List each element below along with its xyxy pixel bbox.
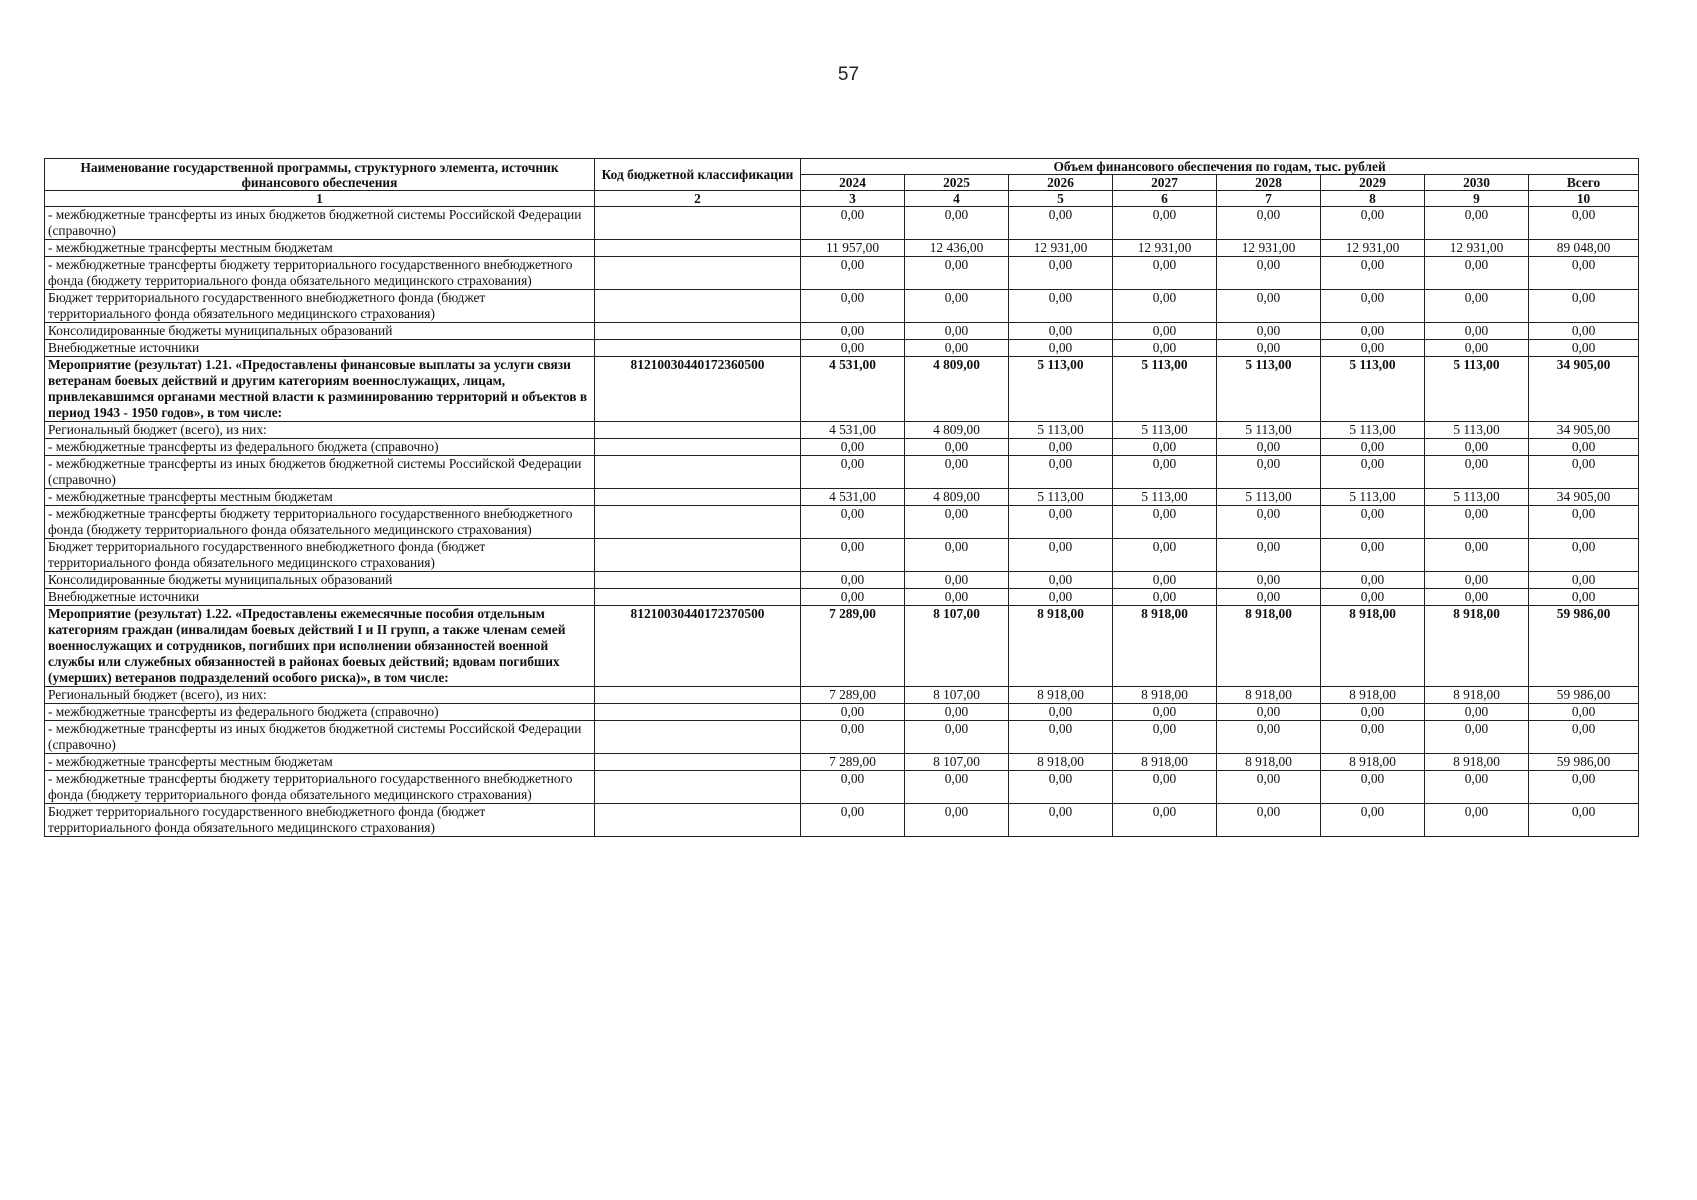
total-value: 0,00 — [1529, 721, 1639, 754]
total-value: 34 905,00 — [1529, 357, 1639, 422]
row-name: - межбюджетные трансферты из иных бюджетов бюджетной системы Российской Федерации (справочно) — [45, 456, 595, 489]
year-value: 0,00 — [905, 207, 1009, 240]
column-number: 7 — [1217, 191, 1321, 207]
total-value: 59 986,00 — [1529, 606, 1639, 687]
header-year: 2029 — [1321, 175, 1425, 191]
year-value: 8 107,00 — [905, 754, 1009, 771]
year-value: 0,00 — [1321, 539, 1425, 572]
year-value: 5 113,00 — [1217, 422, 1321, 439]
year-value: 7 289,00 — [801, 754, 905, 771]
year-value: 0,00 — [1217, 257, 1321, 290]
year-value: 0,00 — [1425, 207, 1529, 240]
year-value: 0,00 — [1113, 456, 1217, 489]
year-value: 0,00 — [1113, 572, 1217, 589]
table-row — [45, 456, 1639, 489]
row-name: - межбюджетные трансферты из федерального бюджета (справочно) — [45, 704, 595, 721]
year-value: 0,00 — [1217, 506, 1321, 539]
year-value: 0,00 — [905, 323, 1009, 340]
page-number: 57 — [837, 64, 860, 85]
header-name: Наименование государственной программы, структурного элемента, источник финансового обеспечения — [45, 159, 595, 191]
total-value: 0,00 — [1529, 572, 1639, 589]
year-value: 0,00 — [1425, 456, 1529, 489]
year-value: 0,00 — [1217, 589, 1321, 606]
row-name: - межбюджетные трансферты бюджету территориального государственного внебюджетного фонда (бюджету территориального фонда обязательного медицинского страхования) — [45, 257, 595, 290]
row-name: Мероприятие (результат) 1.21. «Предоставлены финансовые выплаты за услуги связи ветеранам боевых действий и другим категориям военнослужащих, лицам, привлекавшимся органами местной власти к разминированию территорий и объектов в период 1943 - 1950 годов», в том числе: — [45, 357, 595, 422]
year-value: 7 289,00 — [801, 687, 905, 704]
budget-code — [595, 771, 801, 804]
year-value: 0,00 — [1321, 207, 1425, 240]
row-name: Мероприятие (результат) 1.22. «Предоставлены ежемесячные пособия отдельным категориям граждан (инвалидам боевых действий I и II групп, а также членам семей военнослужащих и сотрудников, погибших при исполнении обязанностей военной службы или служебных обязанностей в районах боевых действий; вдовам погибших (умерших) ветеранов подразделений особого риска)», в том числе: — [45, 606, 595, 687]
budget-code — [595, 323, 801, 340]
year-value: 0,00 — [1113, 290, 1217, 323]
activity-row — [45, 606, 1639, 687]
total-value: 0,00 — [1529, 539, 1639, 572]
total-value: 89 048,00 — [1529, 240, 1639, 257]
budget-code — [595, 439, 801, 456]
header-code: Код бюджетной классификации — [595, 159, 801, 191]
year-value: 0,00 — [1321, 704, 1425, 721]
total-value: 0,00 — [1529, 804, 1639, 837]
year-value: 0,00 — [905, 539, 1009, 572]
year-value: 5 113,00 — [1321, 422, 1425, 439]
header-year: 2030 — [1425, 175, 1529, 191]
budget-code — [595, 456, 801, 489]
year-value: 0,00 — [905, 589, 1009, 606]
year-value: 0,00 — [1425, 439, 1529, 456]
year-value: 8 918,00 — [1217, 606, 1321, 687]
year-value: 0,00 — [905, 704, 1009, 721]
year-value: 0,00 — [801, 539, 905, 572]
year-value: 0,00 — [1113, 539, 1217, 572]
table-row — [45, 704, 1639, 721]
column-number: 3 — [801, 191, 905, 207]
year-value: 0,00 — [1113, 721, 1217, 754]
table-row — [45, 589, 1639, 606]
year-value: 5 113,00 — [1425, 357, 1529, 422]
year-value: 4 809,00 — [905, 422, 1009, 439]
total-value: 0,00 — [1529, 207, 1639, 240]
year-value: 5 113,00 — [1113, 489, 1217, 506]
year-value: 0,00 — [1113, 771, 1217, 804]
year-value: 0,00 — [801, 704, 905, 721]
column-number: 9 — [1425, 191, 1529, 207]
year-value: 0,00 — [1425, 340, 1529, 357]
year-value: 0,00 — [1113, 340, 1217, 357]
year-value: 7 289,00 — [801, 606, 905, 687]
year-value: 0,00 — [905, 721, 1009, 754]
year-value: 0,00 — [1321, 771, 1425, 804]
year-value: 4 531,00 — [801, 422, 905, 439]
year-value: 0,00 — [1321, 290, 1425, 323]
budget-code — [595, 539, 801, 572]
year-value: 4 809,00 — [905, 489, 1009, 506]
year-value: 0,00 — [801, 506, 905, 539]
year-value: 0,00 — [1009, 207, 1113, 240]
year-value: 0,00 — [1009, 340, 1113, 357]
budget-code — [595, 257, 801, 290]
total-value: 0,00 — [1529, 290, 1639, 323]
year-value: 8 918,00 — [1113, 687, 1217, 704]
total-value: 59 986,00 — [1529, 687, 1639, 704]
year-value: 5 113,00 — [1113, 422, 1217, 439]
year-value: 0,00 — [1113, 804, 1217, 837]
header-total: Всего — [1529, 175, 1639, 191]
year-value: 0,00 — [1321, 506, 1425, 539]
total-value: 0,00 — [1529, 456, 1639, 489]
budget-code — [595, 240, 801, 257]
year-value: 0,00 — [1217, 771, 1321, 804]
table-row — [45, 721, 1639, 754]
year-value: 12 931,00 — [1217, 240, 1321, 257]
year-value: 0,00 — [1009, 771, 1113, 804]
column-number: 10 — [1529, 191, 1639, 207]
year-value: 0,00 — [801, 290, 905, 323]
header-year: 2026 — [1009, 175, 1113, 191]
total-value: 0,00 — [1529, 506, 1639, 539]
budget-code — [595, 422, 801, 439]
year-value: 0,00 — [1009, 804, 1113, 837]
year-value: 0,00 — [1321, 589, 1425, 606]
budget-code — [595, 506, 801, 539]
row-name: Региональный бюджет (всего), из них: — [45, 422, 595, 439]
year-value: 12 931,00 — [1425, 240, 1529, 257]
year-value: 0,00 — [1009, 323, 1113, 340]
year-value: 0,00 — [1321, 804, 1425, 837]
year-value: 0,00 — [905, 506, 1009, 539]
year-value: 0,00 — [1113, 704, 1217, 721]
table-row — [45, 506, 1639, 539]
year-value: 0,00 — [1217, 290, 1321, 323]
year-value: 12 931,00 — [1113, 240, 1217, 257]
budget-code — [595, 687, 801, 704]
year-value: 0,00 — [1009, 506, 1113, 539]
year-value: 0,00 — [1425, 704, 1529, 721]
year-value: 0,00 — [1425, 804, 1529, 837]
year-value: 0,00 — [1009, 539, 1113, 572]
row-name: Консолидированные бюджеты муниципальных образований — [45, 323, 595, 340]
year-value: 0,00 — [1113, 257, 1217, 290]
year-value: 0,00 — [1217, 456, 1321, 489]
row-name: - межбюджетные трансферты из иных бюджетов бюджетной системы Российской Федерации (справочно) — [45, 207, 595, 240]
year-value: 8 918,00 — [1009, 754, 1113, 771]
year-value: 8 918,00 — [1425, 754, 1529, 771]
year-value: 0,00 — [1217, 721, 1321, 754]
year-value: 12 931,00 — [1321, 240, 1425, 257]
table-row — [45, 439, 1639, 456]
year-value: 0,00 — [1321, 257, 1425, 290]
budget-code — [595, 572, 801, 589]
table-row — [45, 489, 1639, 506]
year-value: 8 107,00 — [905, 687, 1009, 704]
year-value: 0,00 — [1425, 257, 1529, 290]
row-name: - межбюджетные трансферты местным бюджетам — [45, 489, 595, 506]
year-value: 5 113,00 — [1009, 489, 1113, 506]
total-value: 0,00 — [1529, 771, 1639, 804]
year-value: 5 113,00 — [1113, 357, 1217, 422]
year-value: 0,00 — [1217, 804, 1321, 837]
year-value: 5 113,00 — [1009, 357, 1113, 422]
column-number: 5 — [1009, 191, 1113, 207]
year-value: 8 918,00 — [1113, 754, 1217, 771]
year-value: 0,00 — [905, 340, 1009, 357]
year-value: 5 113,00 — [1217, 489, 1321, 506]
year-value: 8 918,00 — [1321, 754, 1425, 771]
year-value: 0,00 — [1113, 589, 1217, 606]
year-value: 0,00 — [1217, 439, 1321, 456]
activity-row — [45, 357, 1639, 422]
year-value: 4 809,00 — [905, 357, 1009, 422]
budget-code — [595, 340, 801, 357]
column-number: 6 — [1113, 191, 1217, 207]
row-name: Внебюджетные источники — [45, 589, 595, 606]
column-number: 8 — [1321, 191, 1425, 207]
budget-code — [595, 290, 801, 323]
year-value: 0,00 — [1425, 589, 1529, 606]
year-value: 0,00 — [1113, 439, 1217, 456]
year-value: 5 113,00 — [1009, 422, 1113, 439]
budget-code — [595, 704, 801, 721]
table-row — [45, 687, 1639, 704]
year-value: 8 918,00 — [1009, 687, 1113, 704]
year-value: 0,00 — [1425, 539, 1529, 572]
year-value: 5 113,00 — [1321, 489, 1425, 506]
year-value: 0,00 — [1321, 572, 1425, 589]
year-value: 5 113,00 — [1425, 489, 1529, 506]
year-value: 0,00 — [905, 456, 1009, 489]
table-header — [45, 159, 1639, 207]
year-value: 5 113,00 — [1217, 357, 1321, 422]
row-name: - межбюджетные трансферты бюджету территориального государственного внебюджетного фонда (бюджету территориального фонда обязательного медицинского страхования) — [45, 771, 595, 804]
year-value: 0,00 — [1009, 257, 1113, 290]
year-value: 0,00 — [1217, 539, 1321, 572]
year-value: 0,00 — [1113, 207, 1217, 240]
year-value: 0,00 — [905, 771, 1009, 804]
year-value: 0,00 — [1009, 589, 1113, 606]
year-value: 0,00 — [1009, 456, 1113, 489]
budget-code — [595, 207, 801, 240]
table-row — [45, 257, 1639, 290]
column-number: 2 — [595, 191, 801, 207]
year-value: 0,00 — [801, 340, 905, 357]
year-value: 0,00 — [1425, 290, 1529, 323]
total-value: 0,00 — [1529, 589, 1639, 606]
year-value: 0,00 — [1321, 439, 1425, 456]
header-volume: Объем финансового обеспечения по годам, тыс. рублей — [801, 159, 1639, 175]
year-value: 8 107,00 — [905, 606, 1009, 687]
row-name: Бюджет территориального государственного внебюджетного фонда (бюджет территориального фонда обязательного медицинского страхования) — [45, 290, 595, 323]
year-value: 8 918,00 — [1009, 606, 1113, 687]
year-value: 8 918,00 — [1425, 606, 1529, 687]
year-value: 4 531,00 — [801, 489, 905, 506]
year-value: 0,00 — [905, 257, 1009, 290]
year-value: 0,00 — [1425, 572, 1529, 589]
budget-code — [595, 754, 801, 771]
year-value: 0,00 — [801, 456, 905, 489]
row-name: Консолидированные бюджеты муниципальных образований — [45, 572, 595, 589]
year-value: 0,00 — [801, 721, 905, 754]
year-value: 0,00 — [905, 439, 1009, 456]
row-name: Бюджет территориального государственного внебюджетного фонда (бюджет территориального фонда обязательного медицинского страхования) — [45, 539, 595, 572]
row-name: - межбюджетные трансферты из иных бюджетов бюджетной системы Российской Федерации (справочно) — [45, 721, 595, 754]
table-row — [45, 804, 1639, 837]
table-body — [45, 207, 1639, 837]
year-value: 0,00 — [801, 207, 905, 240]
table-row — [45, 207, 1639, 240]
row-name: - межбюджетные трансферты местным бюджетам — [45, 240, 595, 257]
year-value: 0,00 — [801, 439, 905, 456]
table-row — [45, 340, 1639, 357]
year-value: 0,00 — [801, 804, 905, 837]
total-value: 0,00 — [1529, 257, 1639, 290]
header-year: 2024 — [801, 175, 905, 191]
year-value: 12 931,00 — [1009, 240, 1113, 257]
table-row — [45, 539, 1639, 572]
year-value: 4 531,00 — [801, 357, 905, 422]
year-value: 0,00 — [1113, 506, 1217, 539]
year-value: 0,00 — [1217, 572, 1321, 589]
year-value: 8 918,00 — [1217, 687, 1321, 704]
budget-code: 81210030440172370500 — [595, 606, 801, 687]
total-value: 0,00 — [1529, 704, 1639, 721]
year-value: 0,00 — [801, 771, 905, 804]
table-row — [45, 771, 1639, 804]
year-value: 8 918,00 — [1113, 606, 1217, 687]
year-value: 0,00 — [801, 323, 905, 340]
total-value: 59 986,00 — [1529, 754, 1639, 771]
year-value: 8 918,00 — [1321, 687, 1425, 704]
year-value: 0,00 — [1425, 506, 1529, 539]
year-value: 0,00 — [1425, 771, 1529, 804]
year-value: 0,00 — [1009, 290, 1113, 323]
total-value: 0,00 — [1529, 439, 1639, 456]
year-value: 0,00 — [1321, 721, 1425, 754]
budget-code — [595, 489, 801, 506]
year-value: 0,00 — [905, 572, 1009, 589]
year-value: 0,00 — [801, 257, 905, 290]
budget-code — [595, 804, 801, 837]
table-row — [45, 290, 1639, 323]
year-value: 0,00 — [1425, 721, 1529, 754]
year-value: 0,00 — [1217, 340, 1321, 357]
year-value: 0,00 — [1425, 323, 1529, 340]
total-value: 34 905,00 — [1529, 422, 1639, 439]
year-value: 0,00 — [1217, 323, 1321, 340]
row-name: Региональный бюджет (всего), из них: — [45, 687, 595, 704]
column-number: 4 — [905, 191, 1009, 207]
table-row — [45, 572, 1639, 589]
row-name: - межбюджетные трансферты местным бюджетам — [45, 754, 595, 771]
year-value: 0,00 — [1009, 572, 1113, 589]
row-name: - межбюджетные трансферты бюджету территориального государственного внебюджетного фонда (бюджету территориального фонда обязательного медицинского страхования) — [45, 506, 595, 539]
year-value: 0,00 — [1217, 207, 1321, 240]
year-value: 11 957,00 — [801, 240, 905, 257]
row-name: Бюджет территориального государственного внебюджетного фонда (бюджет территориального фонда обязательного медицинского страхования) — [45, 804, 595, 837]
total-value: 0,00 — [1529, 340, 1639, 357]
year-value: 8 918,00 — [1217, 754, 1321, 771]
row-name: - межбюджетные трансферты из федерального бюджета (справочно) — [45, 439, 595, 456]
table-row — [45, 240, 1639, 257]
budget-code — [595, 589, 801, 606]
year-value: 0,00 — [905, 290, 1009, 323]
year-value: 12 436,00 — [905, 240, 1009, 257]
year-value: 0,00 — [1321, 456, 1425, 489]
header-year: 2028 — [1217, 175, 1321, 191]
financing-table — [44, 158, 1639, 837]
total-value: 34 905,00 — [1529, 489, 1639, 506]
year-value: 0,00 — [1113, 323, 1217, 340]
column-number: 1 — [45, 191, 595, 207]
year-value: 0,00 — [1321, 323, 1425, 340]
header-year: 2025 — [905, 175, 1009, 191]
year-value: 8 918,00 — [1321, 606, 1425, 687]
year-value: 0,00 — [1009, 439, 1113, 456]
year-value: 8 918,00 — [1425, 687, 1529, 704]
year-value: 0,00 — [1321, 340, 1425, 357]
year-value: 0,00 — [1009, 704, 1113, 721]
year-value: 0,00 — [1217, 704, 1321, 721]
budget-code: 81210030440172360500 — [595, 357, 801, 422]
year-value: 5 113,00 — [1425, 422, 1529, 439]
row-name: Внебюджетные источники — [45, 340, 595, 357]
budget-code — [595, 721, 801, 754]
header-year: 2027 — [1113, 175, 1217, 191]
table-row — [45, 422, 1639, 439]
year-value: 0,00 — [801, 572, 905, 589]
table-row — [45, 323, 1639, 340]
year-value: 0,00 — [1009, 721, 1113, 754]
total-value: 0,00 — [1529, 323, 1639, 340]
year-value: 0,00 — [801, 589, 905, 606]
year-value: 0,00 — [905, 804, 1009, 837]
table-row — [45, 754, 1639, 771]
year-value: 5 113,00 — [1321, 357, 1425, 422]
